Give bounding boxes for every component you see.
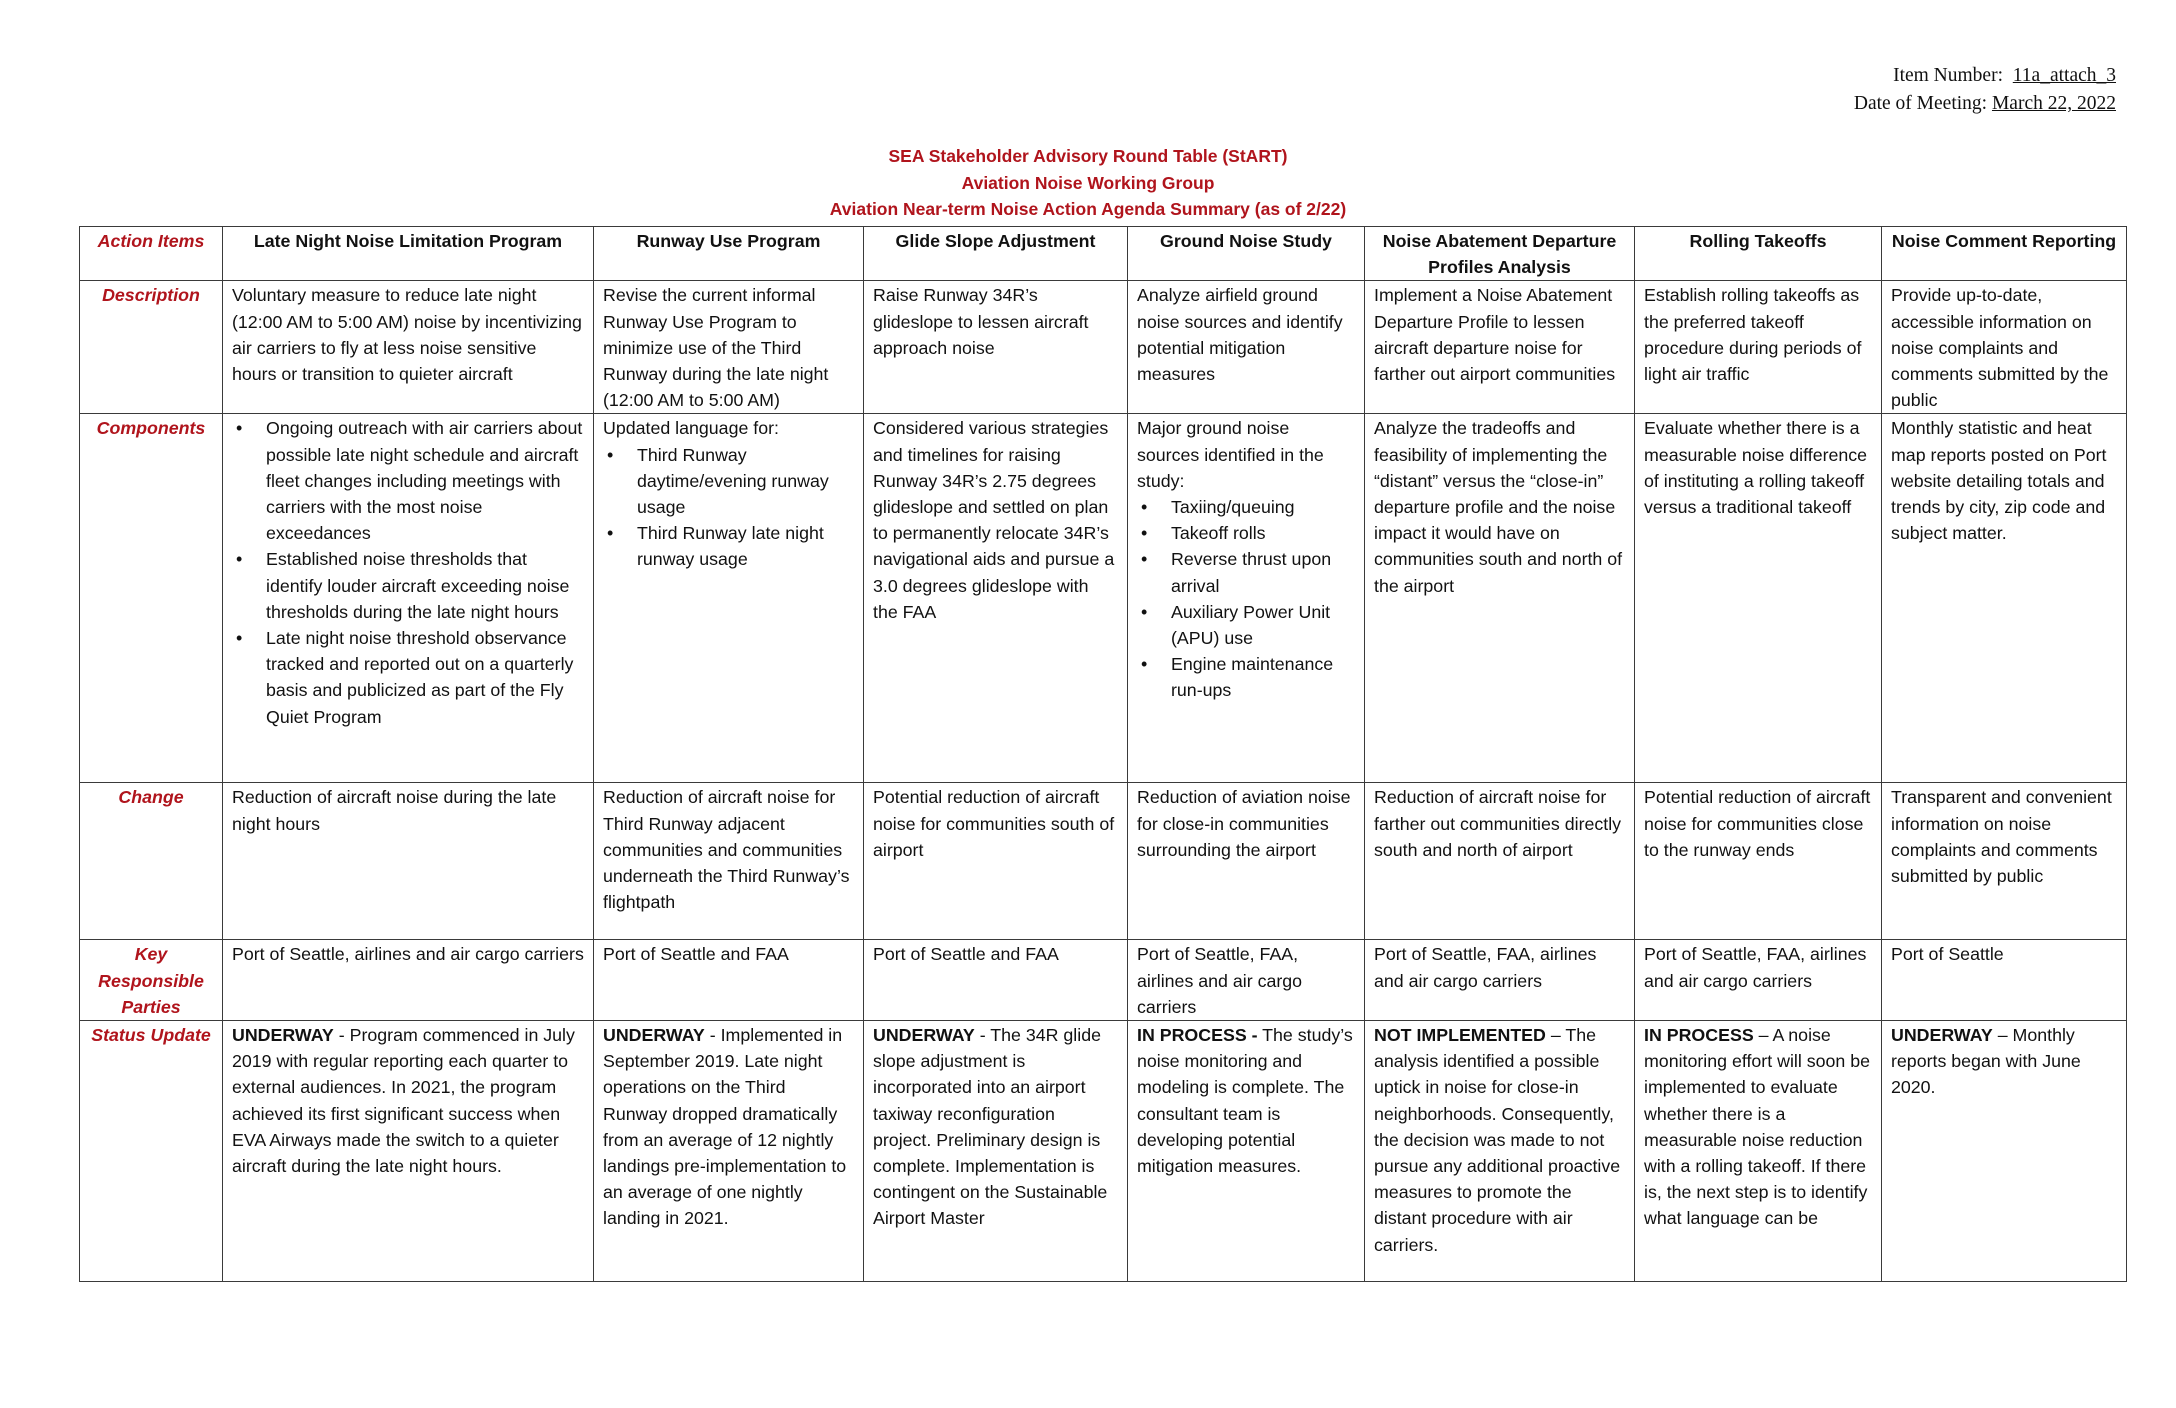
table-header-row: [80, 227, 2127, 281]
table-cell: Potential reduction of aircraft noise for communities close to the runway ends: [1635, 783, 1882, 940]
table-cell: Port of Seattle, FAA, airlines and air cargo carriers: [1635, 940, 1882, 1021]
list-item: • Auxiliary Power Unit (APU) use: [1137, 599, 1355, 651]
list-item: • Ongoing outreach with air carriers about possible late night schedule and aircraft fleet changes including meetings with carriers with the most noise exceedances: [232, 415, 584, 546]
column-header: Noise Abatement Departure Profiles Analysis: [1365, 227, 1635, 281]
list-item: • Reverse thrust upon arrival: [1137, 546, 1355, 598]
table-cell: Analyze airfield ground noise sources and identify potential mitigation measures: [1128, 281, 1365, 414]
row-label-action-items: Action Items: [80, 227, 223, 281]
status-badge: UNDERWAY: [1891, 1025, 1993, 1046]
table-cell: Evaluate whether there is a measurable noise difference of instituting a rolling takeoff versus a traditional takeoff: [1635, 414, 1882, 783]
table-cell: [864, 1021, 1128, 1282]
table-cell: [594, 414, 864, 783]
table-cell: [1128, 414, 1365, 783]
table-cell: Potential reduction of aircraft noise for communities south of airport: [864, 783, 1128, 940]
bullet-list: [603, 442, 854, 573]
bullet-list: [232, 415, 584, 729]
status-text: The study’s noise monitoring and modeling is complete. The consultant team is developing potential mitigation measures.: [1137, 1025, 1353, 1177]
table-cell: [1128, 1021, 1365, 1282]
table-row-description: [80, 281, 2127, 414]
meeting-date: [1854, 90, 2116, 118]
table-cell: Monthly statistic and heat map reports posted on Port website detailing totals and trends by city, zip code and subject matter.: [1882, 414, 2127, 783]
table-cell: Establish rolling takeoffs as the preferred takeoff procedure during periods of light air traffic: [1635, 281, 1882, 414]
meeting-date-value: March 22, 2022: [1991, 93, 2116, 114]
status-text: – Monthly reports began with June 2020.: [1891, 1025, 2081, 1098]
title-line-2: Aviation Noise Working Group: [961, 172, 1215, 193]
table-cell: Port of Seattle: [1882, 940, 2127, 1021]
table-cell: Reduction of aircraft noise during the late night hours: [223, 783, 594, 940]
status-badge: NOT IMPLEMENTED: [1374, 1025, 1546, 1046]
status-text: - The 34R glide slope adjustment is incorporated into an airport taxiway reconfiguration project. Preliminary design is complete. Implementation is contingent on the Sustainable Airport Master: [873, 1025, 1108, 1229]
table-cell: Analyze the tradeoffs and feasibility of implementing the “distant” versus the “close-in” departure profile and the noise impact it would have on communities south and north of the airport: [1365, 414, 1635, 783]
list-item: • Taxiing/queuing: [1137, 494, 1355, 520]
status-badge: UNDERWAY: [603, 1025, 705, 1046]
table-cell: Reduction of aircraft noise for farther out communities directly south and north of airport: [1365, 783, 1635, 940]
table-cell: Implement a Noise Abatement Departure Profile to lessen aircraft departure noise for farther out airport communities: [1365, 281, 1635, 414]
meeting-date-label: Date of Meeting:: [1853, 93, 1988, 114]
table-cell: Considered various strategies and timelines for raising Runway 34R’s 2.75 degrees glideslope and settled on plan to permanently relocate 34R’s navigational aids and pursue a 3.0 degrees glideslope with the FAA: [864, 414, 1128, 783]
row-label-status-update: Status Update: [80, 1021, 223, 1282]
table-cell: [1882, 1021, 2127, 1282]
table-cell: Transparent and convenient information on noise complaints and comments submitted by public: [1882, 783, 2127, 940]
status-badge: UNDERWAY: [232, 1025, 334, 1046]
table-cell: [1365, 1021, 1635, 1282]
list-item: • Late night noise threshold observance tracked and reported out on a quarterly basis and publicized as part of the Fly Quiet Program: [232, 625, 584, 730]
table-cell: Revise the current informal Runway Use Program to minimize use of the Third Runway during the late night (12:00 AM to 5:00 AM): [594, 281, 864, 414]
table-cell: [223, 1021, 594, 1282]
item-number: [1854, 62, 2116, 90]
table-cell: Provide up-to-date, accessible information on noise complaints and comments submitted by the public: [1882, 281, 2127, 414]
table-cell: Raise Runway 34R’s glideslope to lessen aircraft approach noise: [864, 281, 1128, 414]
bullet-list: [1137, 494, 1355, 704]
table-cell: [223, 414, 594, 783]
row-label-change: Change: [80, 783, 223, 940]
column-header: Late Night Noise Limitation Program: [223, 227, 594, 281]
table-row-status-update: [80, 1021, 2127, 1282]
column-header: Glide Slope Adjustment: [864, 227, 1128, 281]
title-line-3: Aviation Near-term Noise Action Agenda Summary (as of 2/22): [829, 199, 1347, 219]
document-title-block: [0, 143, 2176, 223]
table-cell: Port of Seattle and FAA: [864, 940, 1128, 1021]
table-cell: [594, 1021, 864, 1282]
column-header: Ground Noise Study: [1128, 227, 1365, 281]
list-item: • Established noise thresholds that identify louder aircraft exceeding noise thresholds during the late night hours: [232, 546, 584, 625]
list-intro: Major ground noise sources identified in the study:: [1137, 418, 1324, 491]
row-label-components: Components: [80, 414, 223, 783]
table-cell: Reduction of aviation noise for close-in communities surrounding the airport: [1128, 783, 1365, 940]
status-text: – The analysis identified a possible uptick in noise for close-in neighborhoods. Consequently, the decision was made to not pursue any additional proactive measures to promote the distant procedure with air carriers.: [1374, 1025, 1621, 1255]
action-agenda-table: [79, 226, 2127, 1282]
status-text: - Program commenced in July 2019 with regular reporting each quarter to external audiences. In 2021, the program achieved its first significant success when EVA Airways made the switch to a quieter aircraft during the late night hours.: [232, 1025, 575, 1177]
list-item: • Third Runway daytime/evening runway usage: [603, 442, 854, 521]
status-text: - Implemented in September 2019. Late night operations on the Third Runway dropped dramatically from an average of 12 nightly landings pre-implementation to an average of one nightly landing in 2021.: [603, 1025, 847, 1229]
table-row-components: [80, 414, 2127, 783]
table-cell: [1635, 1021, 1882, 1282]
item-number-label: Item Number:: [1893, 65, 2004, 86]
column-header: Noise Comment Reporting: [1882, 227, 2127, 281]
list-item: • Takeoff rolls: [1137, 520, 1355, 546]
list-item: • Third Runway late night runway usage: [603, 520, 854, 572]
table-cell: Port of Seattle and FAA: [594, 940, 864, 1021]
status-badge: IN PROCESS -: [1137, 1025, 1258, 1046]
column-header: Rolling Takeoffs: [1635, 227, 1882, 281]
table-cell: Port of Seattle, airlines and air cargo carriers: [223, 940, 594, 1021]
table-cell: Port of Seattle, FAA, airlines and air cargo carriers: [1365, 940, 1635, 1021]
table-row-change: [80, 783, 2127, 940]
document-meta: [1854, 62, 2116, 118]
status-badge: UNDERWAY: [873, 1025, 975, 1046]
list-item: • Engine maintenance run-ups: [1137, 651, 1355, 703]
status-text: – A noise monitoring effort will soon be implemented to evaluate whether there is a measurable noise reduction with a rolling takeoff. If there is, the next step is to identify what language can be: [1644, 1025, 1871, 1229]
title-line-1: SEA Stakeholder Advisory Round Table (StART): [888, 146, 1288, 166]
table-cell: Voluntary measure to reduce late night (12:00 AM to 5:00 AM) noise by incentivizing air carriers to fly at less noise sensitive hours or transition to quieter aircraft: [223, 281, 594, 414]
row-label-description: Description: [80, 281, 223, 414]
table-cell: Port of Seattle, FAA, airlines and air cargo carriers: [1128, 940, 1365, 1021]
column-header: Runway Use Program: [594, 227, 864, 281]
list-intro: Updated language for:: [603, 418, 779, 439]
item-number-value: 11a_attach_3: [2012, 65, 2116, 86]
table-cell: Reduction of aircraft noise for Third Runway adjacent communities and communities underneath the Third Runway’s flightpath: [594, 783, 864, 940]
row-label-key-responsible-parties: Key Responsible Parties: [80, 940, 223, 1021]
status-badge: IN PROCESS: [1644, 1025, 1754, 1046]
table-row-key-responsible-parties: [80, 940, 2127, 1021]
